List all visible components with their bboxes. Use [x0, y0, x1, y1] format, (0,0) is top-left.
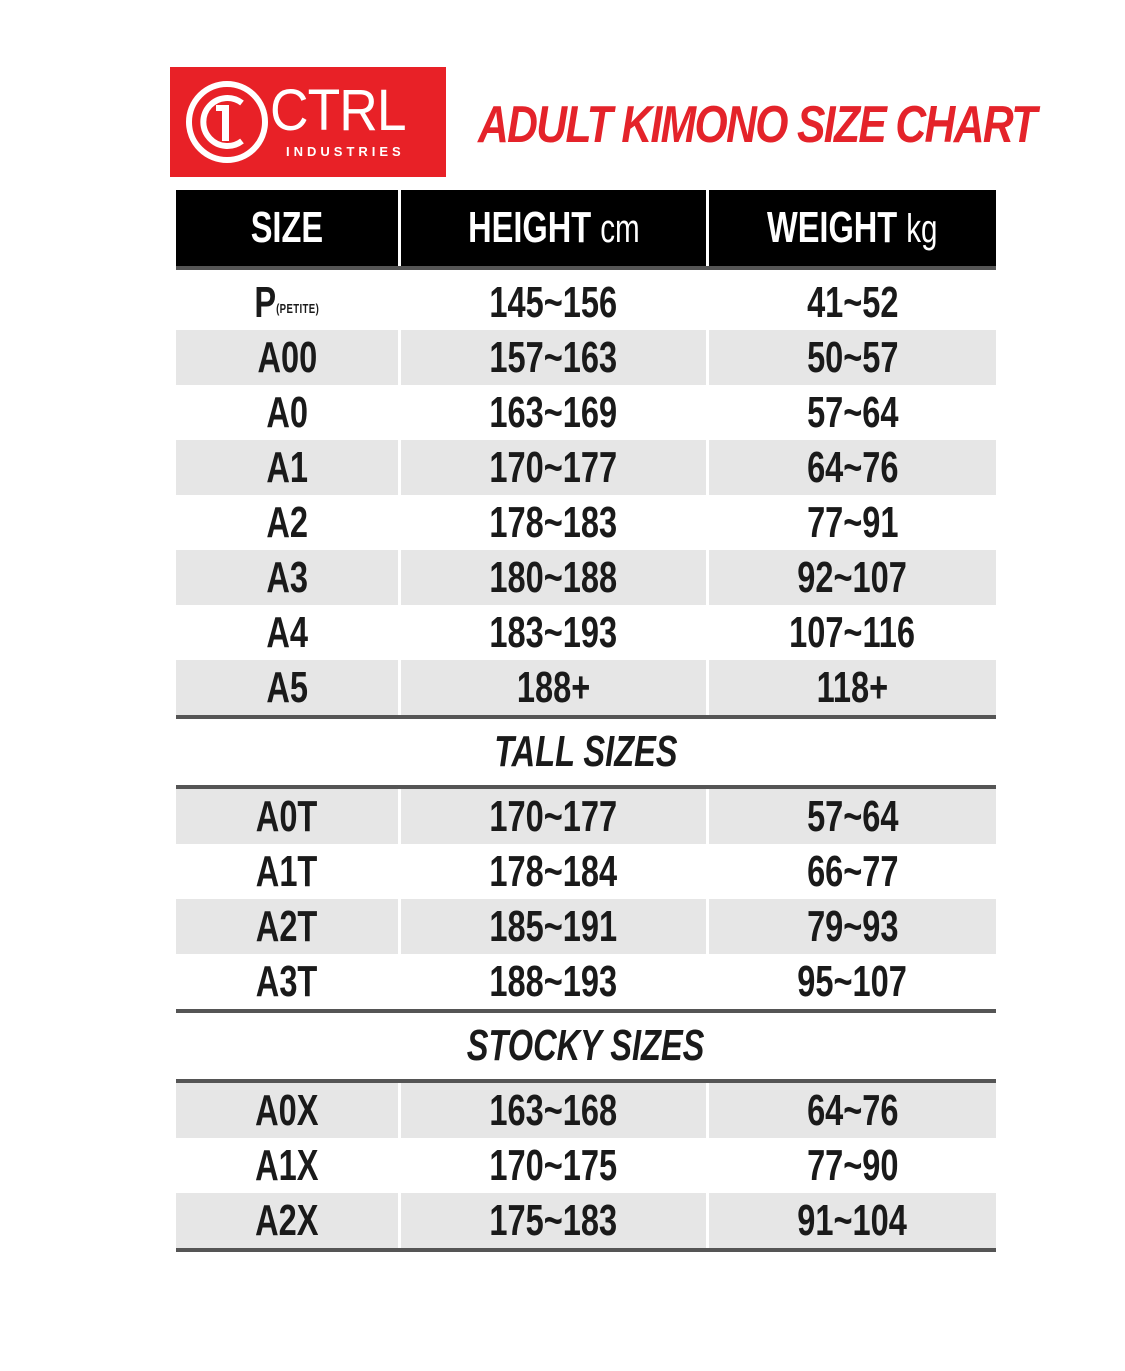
weight-cell: 77~90	[706, 1138, 996, 1193]
table-row	[176, 789, 996, 844]
size-cell: A0X	[255, 1086, 319, 1135]
page-title: ADULT KIMONO SIZE CHART	[478, 96, 1036, 154]
size-cell: A4	[266, 608, 308, 657]
size-note: (PETITE)	[276, 301, 320, 316]
weight-cell: 77~91	[706, 495, 996, 550]
table-row	[176, 954, 996, 1009]
height-cell: 178~183	[398, 495, 706, 550]
stocky-rows	[176, 1083, 996, 1248]
height-cell: 188~193	[398, 954, 706, 1009]
height-cell: 163~169	[398, 385, 706, 440]
weight-cell: 41~52	[706, 275, 996, 330]
section-stocky-label: STOCKY SIZES	[467, 1021, 705, 1070]
weight-cell: 66~77	[706, 844, 996, 899]
size-cell: A0T	[256, 792, 318, 841]
weight-cell: 64~76	[706, 1083, 996, 1138]
height-cell: 175~183	[398, 1193, 706, 1248]
table-row	[176, 495, 996, 550]
size-cell: A2T	[256, 902, 318, 951]
weight-cell: 79~93	[706, 899, 996, 954]
height-cell: 183~193	[398, 605, 706, 660]
weight-cell: 57~64	[706, 789, 996, 844]
ctrl-emblem-icon	[184, 79, 270, 165]
table-row	[176, 844, 996, 899]
header-weight: WEIGHT kg	[706, 190, 996, 266]
height-cell: 170~177	[398, 789, 706, 844]
brand-sub: INDUSTRIES	[286, 144, 405, 159]
table-header	[176, 190, 996, 270]
table-row	[176, 550, 996, 605]
header-size: SIZE	[250, 203, 324, 252]
height-cell: 185~191	[398, 899, 706, 954]
table-row	[176, 899, 996, 954]
height-cell: 157~163	[398, 330, 706, 385]
size-cell: A0	[266, 388, 308, 437]
weight-cell: 107~116	[706, 605, 996, 660]
weight-cell: 50~57	[706, 330, 996, 385]
height-cell: 178~184	[398, 844, 706, 899]
weight-cell: 91~104	[706, 1193, 996, 1248]
height-cell: 180~188	[398, 550, 706, 605]
table-row	[176, 275, 996, 330]
size-cell: A5	[266, 663, 308, 712]
height-cell: 170~177	[398, 440, 706, 495]
size-cell: A2	[266, 498, 308, 547]
table-row	[176, 605, 996, 660]
table-row	[176, 330, 996, 385]
brand-name: CTRL	[270, 78, 406, 143]
height-cell: 163~168	[398, 1083, 706, 1138]
table-row	[176, 385, 996, 440]
height-cell: 145~156	[398, 275, 706, 330]
size-cell: A1T	[256, 847, 318, 896]
weight-cell: 92~107	[706, 550, 996, 605]
size-cell: A3T	[256, 957, 318, 1006]
size-cell: A1	[266, 443, 308, 492]
weight-cell: 118+	[706, 660, 996, 715]
height-cell: 188+	[398, 660, 706, 715]
main-rows	[176, 275, 996, 715]
size-cell: A00	[257, 333, 317, 382]
size-table	[176, 190, 996, 1252]
table-row	[176, 660, 996, 715]
weight-cell: 95~107	[706, 954, 996, 1009]
table-row	[176, 1193, 996, 1248]
section-tall-label: TALL SIZES	[494, 727, 678, 776]
size-cell: A2X	[255, 1196, 319, 1245]
table-row	[176, 440, 996, 495]
height-cell: 170~175	[398, 1138, 706, 1193]
size-cell: A1X	[255, 1141, 319, 1190]
header-height: HEIGHT cm	[398, 190, 706, 266]
table-row	[176, 1083, 996, 1138]
size-cell: A3	[266, 553, 308, 602]
weight-cell: 57~64	[706, 385, 996, 440]
table-row	[176, 1138, 996, 1193]
weight-cell: 64~76	[706, 440, 996, 495]
brand-logo	[170, 67, 446, 177]
tall-rows	[176, 789, 996, 1009]
divider	[176, 1248, 996, 1252]
size-cell: P(PETITE)	[254, 278, 320, 327]
